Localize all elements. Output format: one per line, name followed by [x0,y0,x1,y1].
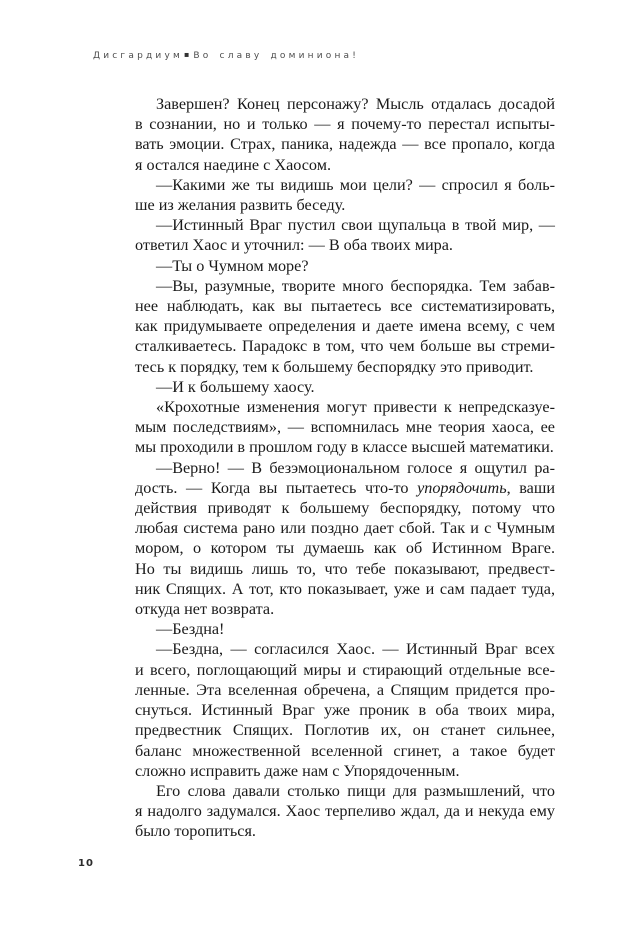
text-line: предвестник Спящих. Поглотив их, он станет сильнее, [135,721,555,740]
text-line: тесь к порядку, тем к большему беспорядку это приводит. [135,357,534,376]
text-line: было торопиться. [135,822,256,841]
text-line: «Крохотные изменения могут привести к непредсказуе- [156,398,555,417]
paragraph [135,256,555,276]
running-header [93,50,359,61]
text-line: —Истинный Враг пустил свои щупальца в твой мир, — [156,216,555,235]
text-line: —Вы, разумные, творите много беспорядка. Тем забав- [156,276,555,295]
separator-square-icon: ▪ [183,50,190,59]
text-line: и всего, поглощающий миры и стирающий отдельные все- [135,660,555,679]
text-line: мым последствиям», — вспомнилась мне теория хаоса, ее [135,418,555,437]
text-line: как придумываете определения и даете имена всему, с чем [135,317,555,336]
text-line: —Бездна, — согласился Хаос. — Истинный Враг всех [156,640,555,659]
text-line: баланс множественной вселенной сгинет, а такое будет [135,741,555,760]
text-line: я надолго задумался. Хаос терпеливо ждал, да и некуда ему [135,802,555,821]
paragraph [135,781,555,842]
text-line: Его слова давали столько пищи для размышлений, что [156,781,555,800]
text-line: —Бездна! [156,620,225,639]
text-line: ленные. Эта вселенная обречена, а Спящим придется про- [135,680,555,699]
paragraph [135,458,555,620]
header-series-title: Дисгардиум [93,51,183,61]
text-line: Но ты видишь лишь то, что тебе показывают, предвест- [135,559,555,578]
text-line: снуться. Истинный Враг уже проник в оба твоих мира, [135,701,555,720]
paragraph [135,377,555,397]
paragraph [135,94,555,175]
paragraph [135,619,555,639]
text-line: дость. — Когда вы пытаетесь что-то упорядочить, ваши [135,478,555,497]
page-text [135,94,555,842]
text-line: —Какими же ты видишь мои цели? — спросил я боль- [156,175,555,194]
text-line: ник Спящих. А тот, кто показывает, уже и сам падает туда, [135,579,555,598]
text-line: сложно исправить даже нам с Упорядоченным. [135,761,460,780]
text-line: —Ты о Чумном море? [156,256,309,275]
page-number: 10 [78,858,94,869]
text-line: действия приводят к большему беспорядку, потому что [135,499,555,518]
text-line: нее наблюдать, как вы пытаетесь все систематизировать, [135,297,555,316]
text-line: Завершен? Конец персонажу? Мысль отдалась досадой [156,95,555,113]
text-line: откуда нет возврата. [135,600,275,619]
paragraph [135,215,555,255]
paragraph [135,175,555,215]
text-line: мором, о котором ты думаешь как об Истинном Враге. [135,539,555,558]
paragraph [135,276,555,377]
text-line: вать эмоции. Страх, паника, надежда — все пропало, когда [135,135,555,154]
text-line: —И к большему хаосу. [156,377,315,396]
text-line: любая система рано или поздно дает сбой. Так и с Чумным [135,519,555,538]
text-line: ше из желания развить беседу. [135,196,346,215]
paragraph [135,639,555,780]
text-line: сталкиваетесь. Парадокс в том, что чем больше вы стреми- [135,337,555,356]
header-book-title: Во славу доминиона! [193,51,360,61]
text-line: —Верно! — В безэмоциональном голосе я ощутил ра- [156,458,555,477]
text-line: мы проходили в прошлом году в классе высшей математики. [135,438,554,457]
text-line: в сознании, но и только — я почему-то перестал испыты- [135,115,555,134]
text-line: я остался наедине с Хаосом. [135,155,332,174]
text-line: ответил Хаос и уточнил: — В оба твоих мира. [135,236,453,255]
paragraph [135,397,555,458]
